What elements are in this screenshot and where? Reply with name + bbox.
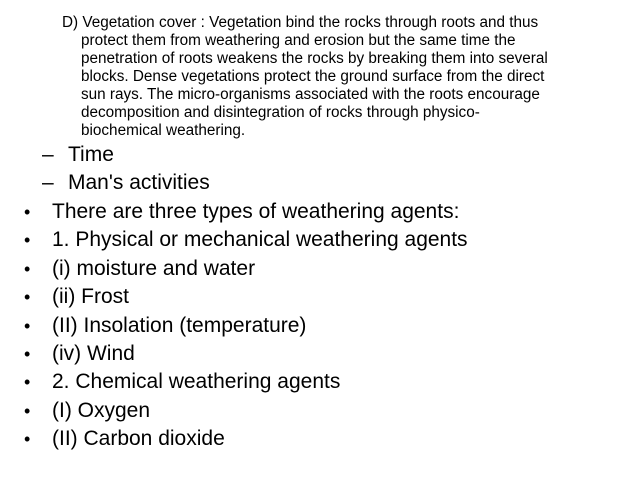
dash-marker: – bbox=[42, 143, 54, 166]
list-item-text: (I) Oxygen bbox=[52, 398, 151, 422]
list-item bbox=[42, 169, 210, 197]
vegetation-cover-paragraph bbox=[62, 14, 602, 140]
bullet-marker: • bbox=[24, 429, 31, 450]
paragraph-line: sun rays. The micro-organisms associated with the roots encourage bbox=[81, 86, 540, 103]
bullet-marker: • bbox=[24, 202, 31, 222]
list-item-text: 1. Physical or mechanical weathering agents bbox=[52, 228, 468, 252]
bullet-marker: • bbox=[24, 372, 31, 393]
paragraph-line: penetration of roots weakens the rocks by breaking them into several bbox=[81, 50, 548, 67]
list-item bbox=[24, 226, 468, 254]
list-item bbox=[24, 397, 468, 425]
paragraph-line: decomposition and disintegration of rocks through physico- bbox=[81, 104, 480, 121]
list-item bbox=[24, 198, 468, 226]
paragraph-line: D) Vegetation cover : Vegetation bind the rocks through roots and thus bbox=[62, 14, 539, 31]
list-item-text: (ii) Frost bbox=[52, 285, 129, 309]
list-item-text: Man's activities bbox=[68, 171, 210, 194]
list-item bbox=[24, 283, 468, 311]
paragraph-line: blocks. Dense vegetations protect the ground surface from the direct bbox=[81, 68, 545, 85]
weathering-agents-list bbox=[24, 198, 468, 454]
paragraph-line: protect them from weathering and erosion but the same time the bbox=[81, 32, 516, 49]
bullet-marker: • bbox=[24, 258, 31, 279]
list-item-text: (II) Insolation (temperature) bbox=[52, 313, 307, 337]
list-item-text: (iv) Wind bbox=[52, 342, 135, 366]
list-item-text: Time bbox=[68, 143, 114, 166]
list-item bbox=[24, 368, 468, 396]
bullet-marker: • bbox=[24, 287, 31, 308]
list-item bbox=[24, 340, 468, 368]
bullet-marker: • bbox=[24, 344, 31, 365]
list-item bbox=[42, 141, 210, 169]
bullet-marker: • bbox=[24, 230, 31, 251]
dash-marker: – bbox=[42, 171, 54, 194]
bullet-marker: • bbox=[24, 315, 31, 336]
sub-factor-list bbox=[42, 141, 210, 197]
paragraph-line: biochemical weathering. bbox=[81, 122, 246, 139]
list-item-text: There are three types of weathering agents: bbox=[52, 200, 460, 223]
list-item bbox=[24, 255, 468, 283]
list-item bbox=[24, 312, 468, 340]
bullet-marker: • bbox=[24, 400, 31, 421]
list-item-text: (i) moisture and water bbox=[52, 256, 256, 280]
list-item-text: 2. Chemical weathering agents bbox=[52, 370, 341, 394]
list-item-text: (II) Carbon dioxide bbox=[52, 427, 225, 451]
list-item bbox=[24, 425, 468, 453]
